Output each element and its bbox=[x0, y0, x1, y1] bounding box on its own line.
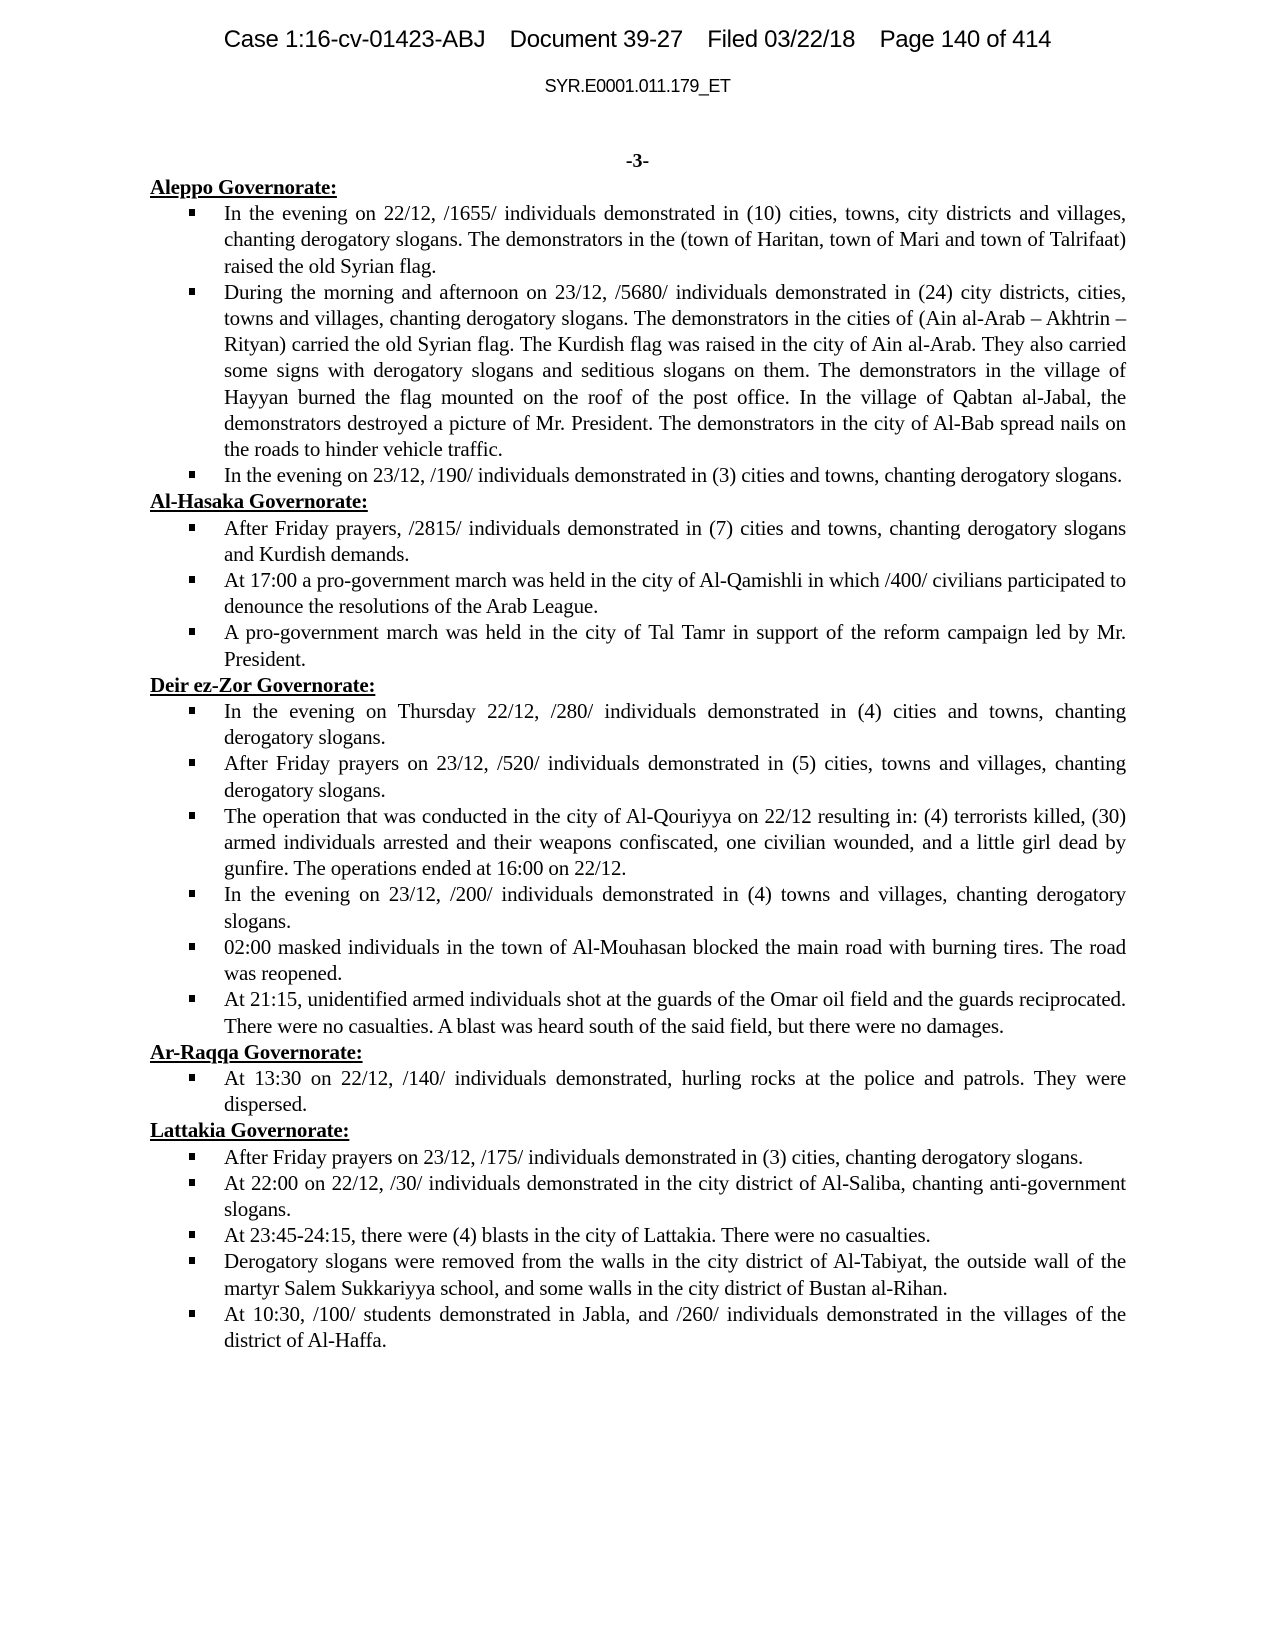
list-item bbox=[150, 1170, 1126, 1222]
square-bullet-icon bbox=[189, 1257, 195, 1264]
square-bullet-icon bbox=[189, 759, 195, 766]
bullet-list bbox=[150, 1144, 1126, 1354]
list-item bbox=[150, 881, 1126, 933]
list-item bbox=[150, 1222, 1126, 1248]
list-item bbox=[150, 934, 1126, 986]
section-heading: Ar-Raqqa Governorate: bbox=[150, 1039, 363, 1064]
list-item-text: At 17:00 a pro-government march was held in the city of Al-Qamishli in which /400/ civilians participated to denounce the resolutions of the Arab League. bbox=[224, 568, 1126, 619]
list-item-text: Derogatory slogans were removed from the walls in the city district of Al-Tabiyat, the outside wall of the martyr Salem Sukkariyya school, and some walls in the city district of Bustan al-Rihan. bbox=[224, 1249, 1126, 1300]
square-bullet-icon bbox=[189, 524, 195, 531]
list-item bbox=[150, 279, 1126, 462]
list-item bbox=[150, 986, 1126, 1038]
square-bullet-icon bbox=[189, 995, 195, 1002]
page-marker: -3- bbox=[625, 150, 650, 172]
court-filing-header bbox=[0, 26, 1275, 54]
list-item-text: In the evening on Thursday 22/12, /280/ individuals demonstrated in (4) cities and towns, chanting derogatory slogans. bbox=[224, 699, 1126, 750]
section-heading: Al-Hasaka Governorate: bbox=[150, 489, 368, 514]
list-item-text: After Friday prayers on 23/12, /520/ individuals demonstrated in (5) cities, towns and villages, chanting derogatory slogans. bbox=[224, 751, 1126, 802]
list-item-text: A pro-government march was held in the city of Tal Tamr in support of the reform campaign led by Mr. President. bbox=[224, 620, 1126, 671]
section-ar-raqqa bbox=[150, 1039, 1126, 1118]
list-item bbox=[150, 698, 1126, 750]
square-bullet-icon bbox=[189, 471, 195, 478]
square-bullet-icon bbox=[189, 288, 195, 295]
list-item-text: In the evening on 23/12, /190/ individuals demonstrated in (3) cities and towns, chanting derogatory slogans. bbox=[224, 463, 1123, 488]
section-aleppo bbox=[150, 174, 1126, 488]
list-item bbox=[150, 200, 1126, 279]
list-item-text: At 21:15, unidentified armed individuals shot at the guards of the Omar oil field and the guards reciprocated. There were no casualties. A blast was heard south of the said field, but there were no damages. bbox=[224, 987, 1126, 1038]
list-item bbox=[150, 1144, 1126, 1170]
list-item-text: At 22:00 on 22/12, /30/ individuals demonstrated in the city district of Al-Saliba, chanting anti-government slogans. bbox=[224, 1170, 1126, 1221]
section-heading: Deir ez-Zor Governorate: bbox=[150, 672, 376, 697]
list-item-text: 02:00 masked individuals in the town of Al-Mouhasan blocked the main road with burning tires. The road was reopened. bbox=[224, 934, 1126, 986]
list-item-text: At 13:30 on 22/12, /140/ individuals demonstrated, hurling rocks at the police and patrols. They were dispersed. bbox=[224, 1065, 1126, 1117]
page-count: Page 140 of 414 bbox=[879, 26, 1052, 53]
square-bullet-icon bbox=[189, 890, 195, 897]
list-item bbox=[150, 1301, 1126, 1353]
square-bullet-icon bbox=[189, 1179, 195, 1186]
list-item-text: After Friday prayers on 23/12, /175/ individuals demonstrated in (3) cities, chanting derogatory slogans. bbox=[224, 1144, 1084, 1169]
section-al-hasaka bbox=[150, 488, 1126, 671]
list-item bbox=[150, 567, 1126, 619]
square-bullet-icon bbox=[189, 209, 195, 216]
bullet-list bbox=[150, 698, 1126, 1039]
square-bullet-icon bbox=[189, 576, 195, 583]
list-item-text: During the morning and afternoon on 23/12, /5680/ individuals demonstrated in (24) city districts, cities, towns and villages, chanting derogatory slogans. The demonstrators in the cities of (Ain al-Arab – Akhtrin – Rityan) carried the old Syrian flag. The Kurdish flag was raised in the city of Ain al-Arab. They also carried some signs with derogatory slogans and seditious slogans on them. The demonstrators in the village of Hayyan burned the flag mounted on the roof of the post office. In the village of Qabtan al-Jabal, the demonstrators destroyed a picture of Mr. President. The demonstrators in the city of Al-Bab spread nails on the roads to hinder vehicle traffic. bbox=[224, 279, 1126, 462]
document-body bbox=[150, 174, 1126, 1353]
square-bullet-icon bbox=[189, 628, 195, 635]
bates-number: SYR.E0001.011.179_ET bbox=[544, 76, 731, 96]
list-item bbox=[150, 462, 1126, 488]
list-item-text: At 23:45-24:15, there were (4) blasts in the city of Lattakia. There were no casualties. bbox=[224, 1223, 931, 1248]
square-bullet-icon bbox=[189, 1153, 195, 1160]
square-bullet-icon bbox=[189, 1310, 195, 1317]
list-item-text: At 10:30, /100/ students demonstrated in Jabla, and /260/ individuals demonstrated in the villages of the district of Al-Haffa. bbox=[224, 1301, 1126, 1352]
section-deir-ez-zor bbox=[150, 672, 1126, 1039]
section-heading: Lattakia Governorate: bbox=[150, 1118, 350, 1143]
square-bullet-icon bbox=[189, 943, 195, 950]
list-item-text: After Friday prayers, /2815/ individuals demonstrated in (7) cities and towns, chanting derogatory slogans and Kurdish demands. bbox=[224, 515, 1126, 566]
list-item bbox=[150, 750, 1126, 802]
list-item-text: The operation that was conducted in the city of Al-Qouriyya on 22/12 resulting in: (4) terrorists killed, (30) armed individuals arrested and their weapons confiscated, one civilian wounded, and a little girl dead by gunfire. The operations ended at 16:00 on 22/12. bbox=[224, 803, 1126, 881]
list-item-text: In the evening on 23/12, /200/ individuals demonstrated in (4) towns and villages, chanting derogatory slogans. bbox=[224, 882, 1126, 933]
bullet-list bbox=[150, 200, 1126, 488]
square-bullet-icon bbox=[189, 812, 195, 819]
list-item bbox=[150, 803, 1126, 882]
bullet-list bbox=[150, 515, 1126, 672]
list-item bbox=[150, 619, 1126, 671]
square-bullet-icon bbox=[189, 707, 195, 714]
section-heading: Aleppo Governorate: bbox=[150, 175, 337, 199]
bullet-list bbox=[150, 1065, 1126, 1117]
case-number: Case 1:16-cv-01423-ABJ bbox=[223, 26, 486, 53]
list-item bbox=[150, 1065, 1126, 1117]
list-item-text: In the evening on 22/12, /1655/ individuals demonstrated in (10) cities, towns, city districts and villages, chanting derogatory slogans. The demonstrators in the (town of Haritan, town of Mari and town of Talrifaat) raised the old Syrian flag. bbox=[224, 201, 1126, 278]
list-item bbox=[150, 1248, 1126, 1300]
document-number: Document 39-27 bbox=[509, 26, 683, 53]
square-bullet-icon bbox=[189, 1074, 195, 1081]
list-item bbox=[150, 515, 1126, 567]
section-lattakia bbox=[150, 1117, 1126, 1353]
filed-date: Filed 03/22/18 bbox=[707, 26, 856, 53]
square-bullet-icon bbox=[189, 1231, 195, 1238]
